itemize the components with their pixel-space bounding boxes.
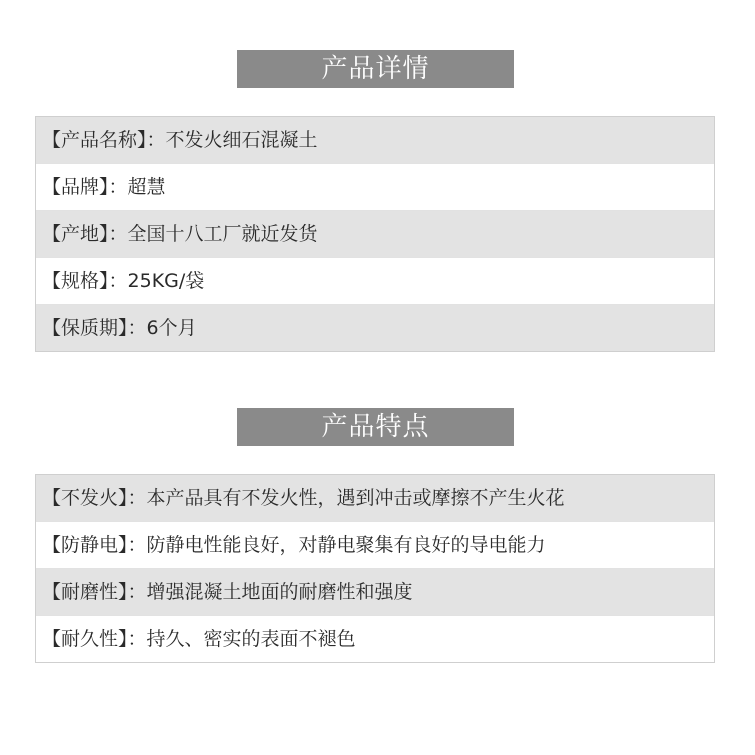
detail-label: 【产品名称】	[42, 129, 147, 151]
feature-label: 【耐磨性】	[42, 581, 128, 603]
detail-separator: ：	[108, 176, 128, 198]
feature-separator: ：	[127, 487, 147, 509]
detail-value: 全国十八工厂就近发货	[127, 223, 318, 245]
detail-value: 不发火细石混凝土	[165, 129, 318, 151]
details-section-title: 产品详情	[237, 50, 514, 88]
detail-separator: ：	[146, 129, 166, 151]
detail-row-spec	[36, 258, 714, 305]
detail-row-shelf-life	[36, 305, 714, 351]
features-section-title: 产品特点	[237, 408, 514, 446]
detail-separator: ：	[108, 223, 128, 245]
detail-row-name	[36, 117, 714, 164]
detail-value: 超慧	[127, 176, 166, 198]
feature-value: 防静电性能良好，对静电聚集有良好的导电能力	[146, 534, 546, 556]
feature-label: 【防静电】	[42, 534, 128, 556]
feature-row-antistatic	[36, 522, 714, 569]
feature-row-durability	[36, 616, 714, 662]
feature-value: 本产品具有不发火性，遇到冲击或摩擦不产生火花	[146, 487, 565, 509]
feature-separator: ：	[127, 581, 147, 603]
detail-value: 6个月	[146, 317, 197, 339]
detail-label: 【品牌】	[42, 176, 109, 198]
detail-label: 【规格】	[42, 270, 109, 292]
detail-row-brand	[36, 164, 714, 211]
detail-row-origin	[36, 211, 714, 258]
features-table	[35, 474, 715, 663]
feature-value: 持久、密实的表面不褪色	[146, 628, 356, 650]
feature-separator: ：	[127, 628, 147, 650]
details-table	[35, 116, 715, 352]
detail-label: 【保质期】	[42, 317, 128, 339]
feature-label: 【不发火】	[42, 487, 128, 509]
detail-label: 【产地】	[42, 223, 109, 245]
feature-row-non-sparking	[36, 475, 714, 522]
feature-separator: ：	[127, 534, 147, 556]
feature-value: 增强混凝土地面的耐磨性和强度	[146, 581, 413, 603]
feature-label: 【耐久性】	[42, 628, 128, 650]
feature-row-wear-resistance	[36, 569, 714, 616]
detail-separator: ：	[108, 270, 128, 292]
detail-value: 25KG/袋	[127, 270, 205, 292]
detail-separator: ：	[127, 317, 147, 339]
